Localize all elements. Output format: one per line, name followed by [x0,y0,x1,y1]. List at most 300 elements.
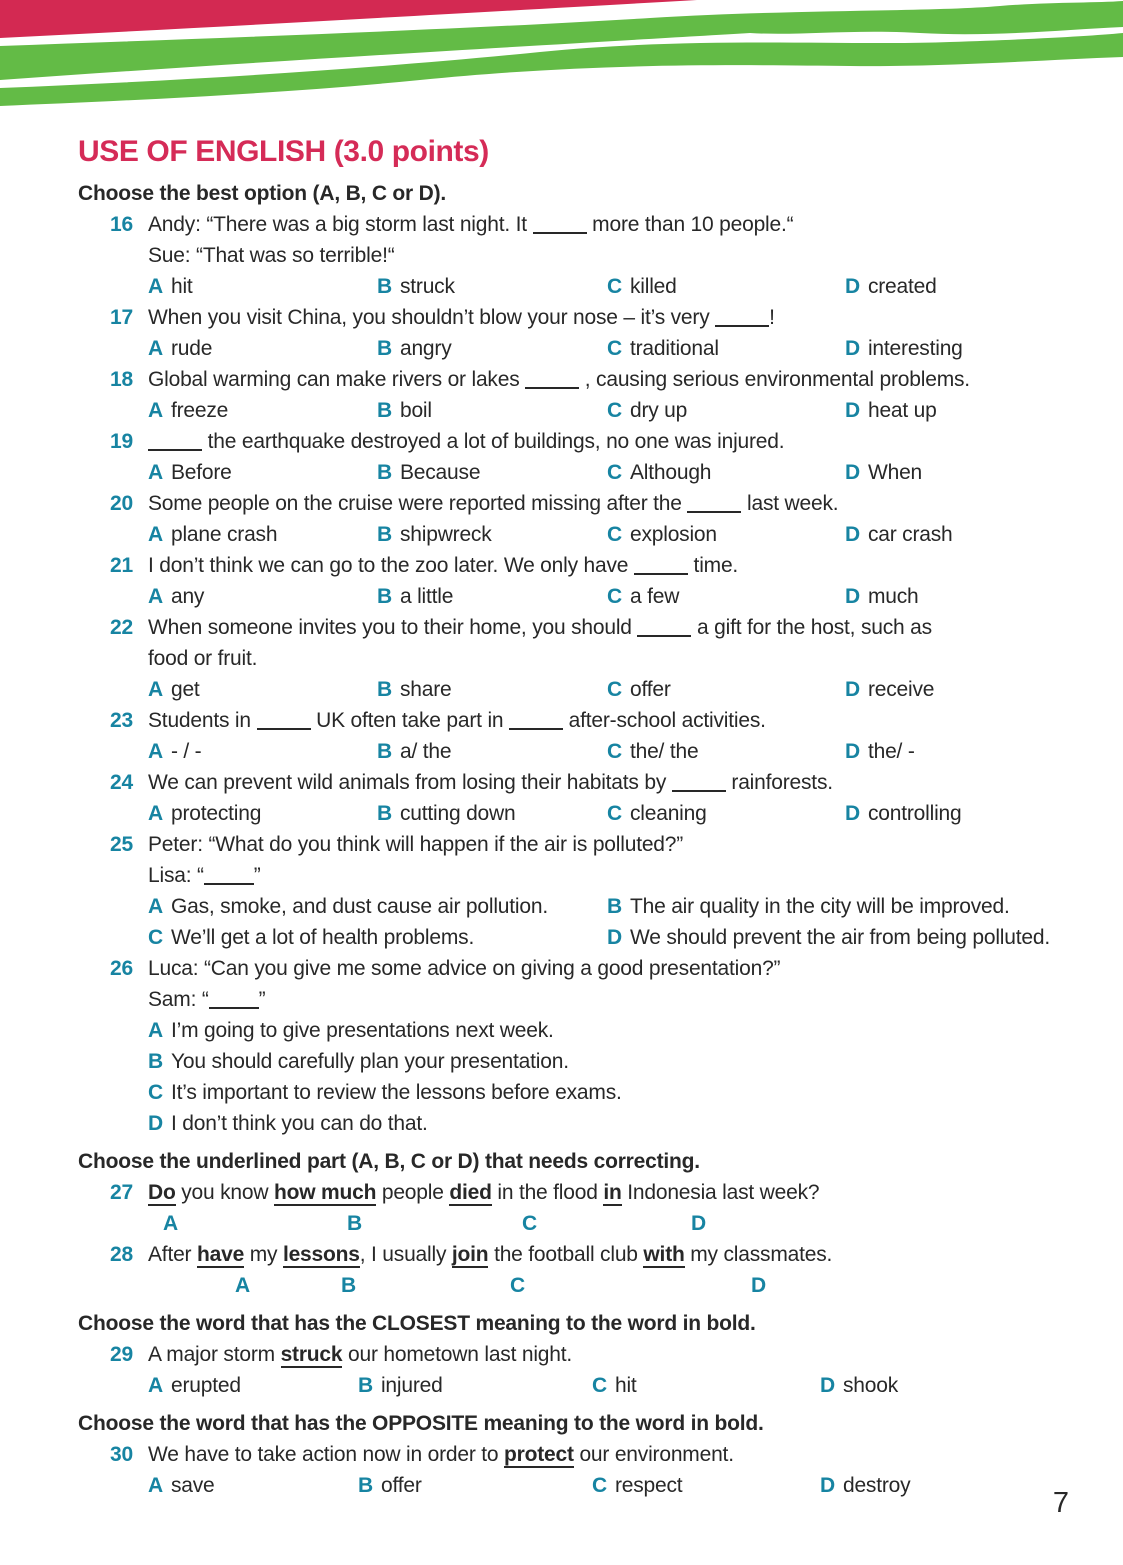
option-letter: B [377,585,392,608]
option-letter: A [148,678,163,701]
question-body [148,550,1088,612]
question-stem-line [148,426,1088,457]
option-a [148,519,277,550]
question-body [148,953,1088,1139]
options-row [148,1370,1088,1401]
option-d [845,798,962,829]
stem-text: , causing serious environmental problems. [579,368,970,391]
question-number: 17 [110,306,133,329]
option-text: the/ the [629,740,699,763]
question-number: 18 [110,368,133,391]
option-b [377,519,492,550]
option-text: get [170,678,200,701]
option-c [607,519,717,550]
option-b [377,581,453,612]
option-c [607,395,687,426]
question-blocks [78,178,1088,1501]
option-d [845,674,934,705]
stem-text: We have to take action now in order to [148,1443,505,1466]
option-letter: D [820,1374,835,1397]
option-letter: C [148,926,163,949]
option-letter: C [592,1374,607,1397]
option-letter: B [377,802,392,825]
option-c [148,1077,1088,1108]
option-text: interesting [867,337,963,360]
option-letter: C [607,740,622,763]
marker-letter-d: D [751,1274,766,1297]
stem-text: Global warming can make rivers or lakes [148,368,526,391]
option-c [607,457,711,488]
question-number: 29 [110,1343,133,1366]
question-25 [78,829,1088,953]
underlined-word: in [603,1181,622,1204]
question-body [148,364,1088,426]
underlined-word: struck [280,1343,343,1366]
option-letter: C [148,1081,163,1104]
stem-text: a gift for the host, such as [691,616,932,639]
stem-text: Students in [148,709,257,732]
option-text: You should carefully plan your presentation. [170,1050,569,1073]
underlined-word: with [643,1243,685,1266]
options-row [148,519,1088,550]
option-d [820,1370,898,1401]
option-letter: B [607,895,622,918]
option-text: angry [399,337,452,360]
option-text: We should prevent the air from being polluted. [629,926,1050,949]
stem-text: people [376,1181,450,1204]
option-d [845,333,963,364]
option-d [845,395,937,426]
option-letter: C [607,678,622,701]
options-row [148,922,1088,953]
option-letter: C [592,1474,607,1497]
marker-letter-a: A [163,1212,178,1235]
question-stem-line [148,860,1088,891]
stem-text: Sam: “ [148,988,209,1011]
option-letter: B [377,275,392,298]
option-text: killed [629,275,677,298]
option-letter: C [607,275,622,298]
option-text: I’m going to give presentations next week. [170,1019,554,1042]
section-instruction: Choose the word that has the OPPOSITE meaning to the word in bold. [78,1412,764,1435]
option-b [377,457,480,488]
option-text: shipwreck [399,523,492,546]
option-b [377,395,432,426]
option-d [845,519,953,550]
option-letter: D [845,678,860,701]
option-text: erupted [170,1374,241,1397]
option-text: the/ - [867,740,915,763]
option-letter: B [377,678,392,701]
blank-line [257,716,311,730]
underlined-word: lessons [282,1243,360,1266]
underlined-word: join [451,1243,489,1266]
blank-line [525,375,579,389]
stem-text: my classmates. [684,1243,833,1266]
stem-text: A major storm [148,1343,281,1366]
question-stem-line [148,612,1088,643]
question-20 [78,488,1088,550]
question-28 [78,1239,1088,1301]
stem-text: food or fruit. [148,647,258,670]
option-letter: B [377,337,392,360]
option-letter: D [845,740,860,763]
option-a [148,1370,241,1401]
option-text: Although [629,461,712,484]
option-text: explosion [629,523,717,546]
marker-letter-c: C [522,1212,537,1235]
option-a [148,271,193,302]
option-letter: A [148,523,163,546]
option-text: boil [399,399,432,422]
question-number: 28 [110,1243,133,1266]
question-body [148,612,1088,705]
stem-text: ” [253,864,261,887]
option-text: hit [614,1374,637,1397]
stem-text: our hometown last night. [342,1343,573,1366]
option-letter: B [358,1374,373,1397]
stem-text: time. [687,554,739,577]
option-text: heat up [867,399,937,422]
question-22 [78,612,1088,705]
option-b [607,891,1010,922]
option-b [358,1370,443,1401]
blank-line [533,220,587,234]
option-b [358,1470,422,1501]
option-text: freeze [170,399,229,422]
question-body [148,1339,1088,1401]
option-letter: B [377,523,392,546]
question-number: 23 [110,709,133,732]
stem-text: more than 10 people.“ [586,213,794,236]
stem-text: We can prevent wild animals from losing their habitats by [148,771,672,794]
option-text: share [399,678,452,701]
option-text: It’s important to review the lessons before exams. [170,1081,622,1104]
options-row [148,457,1088,488]
blank-line [687,499,741,513]
option-text: struck [399,275,455,298]
option-d [820,1470,910,1501]
marker-letter-b: B [341,1274,356,1297]
options-row [148,1470,1088,1501]
option-letter: C [607,337,622,360]
stem-text: last week. [741,492,839,515]
question-body [148,488,1088,550]
question-26 [78,953,1088,1139]
option-c [607,271,677,302]
option-text: cutting down [399,802,516,825]
question-body [148,1177,1088,1239]
option-a [148,581,204,612]
question-number: 26 [110,957,133,980]
question-27 [78,1177,1088,1239]
underlined-word: how much [273,1181,377,1204]
option-text: cleaning [629,802,707,825]
option-c [148,922,474,953]
option-letter: B [358,1474,373,1497]
question-number: 21 [110,554,133,577]
question-stem-line [148,829,1088,860]
blank-line [509,716,563,730]
option-c [607,674,671,705]
stem-text: UK often take part in [310,709,510,732]
option-letter: A [148,802,163,825]
stem-text: ! [769,306,775,329]
option-text: injured [380,1374,443,1397]
option-text: When [867,461,923,484]
option-letter: D [845,461,860,484]
question-body [148,705,1088,767]
question-stem-line [148,1177,1088,1208]
option-a [148,798,261,829]
option-c [607,333,719,364]
option-b [377,736,451,767]
options-row [148,798,1088,829]
options-row [148,891,1088,922]
question-number: 24 [110,771,133,794]
marker-letter-d: D [691,1212,706,1235]
option-text: Before [170,461,232,484]
option-text: a/ the [399,740,452,763]
option-text: hit [170,275,193,298]
options-row [148,581,1088,612]
blank-line [672,778,726,792]
option-text: Because [399,461,481,484]
option-c [607,736,698,767]
question-16 [78,209,1088,302]
option-d [845,581,919,612]
option-letter: A [148,337,163,360]
option-letter: A [148,399,163,422]
header-graphic [0,0,1123,132]
section-instruction: Choose the word that has the CLOSEST meaning to the word in bold. [78,1312,756,1335]
option-a [148,395,228,426]
option-text: We’ll get a lot of health problems. [170,926,475,949]
option-letter: C [607,802,622,825]
option-letter: D [845,337,860,360]
section-instruction: Choose the underlined part (A, B, C or D) that needs correcting. [78,1150,700,1173]
option-a [148,674,200,705]
option-letter: D [845,802,860,825]
option-a [148,736,201,767]
question-number: 22 [110,616,133,639]
stem-text: the earthquake destroyed a lot of buildings, no one was injured. [202,430,785,453]
option-text: save [170,1474,215,1497]
option-text: I don’t think you can do that. [170,1112,428,1135]
options-row [148,395,1088,426]
option-letter: D [845,399,860,422]
option-text: respect [614,1474,683,1497]
stem-text: Andy: “There was a big storm last night. It [148,213,533,236]
option-a [148,891,548,922]
question-stem-line [148,550,1088,581]
question-body [148,209,1088,302]
option-text: receive [867,678,935,701]
question-18 [78,364,1088,426]
stem-text: in the flood [491,1181,604,1204]
option-letter: D [148,1112,163,1135]
option-text: Gas, smoke, and dust cause air pollution. [170,895,548,918]
options-row [148,736,1088,767]
question-body [148,426,1088,488]
question-21 [78,550,1088,612]
option-letter: B [148,1050,163,1073]
question-24 [78,767,1088,829]
option-a [148,1470,215,1501]
option-d [607,922,1050,953]
option-d [845,457,922,488]
option-b [377,798,515,829]
option-text: rude [170,337,213,360]
option-text: dry up [629,399,688,422]
option-c [607,798,707,829]
option-letter: B [377,461,392,484]
option-text: car crash [867,523,953,546]
question-number: 20 [110,492,133,515]
option-letter: A [148,1374,163,1397]
question-stem-line [148,488,1088,519]
option-text: offer [380,1474,422,1497]
stem-text: the football club [488,1243,644,1266]
option-c [592,1370,637,1401]
option-text: protecting [170,802,262,825]
section-instruction: Choose the best option (A, B, C or D). [78,182,447,205]
page-number: 7 [1052,1487,1069,1519]
stem-text: Peter: “What do you think will happen if the air is polluted?” [148,833,684,856]
option-text: - / - [170,740,202,763]
stem-text: Sue: “That was so terrible!“ [148,244,395,267]
question-29 [78,1339,1088,1401]
option-letter: A [148,1474,163,1497]
underlined-word: died [449,1181,492,1204]
question-stem-line [148,643,1088,674]
option-text: any [170,585,205,608]
option-d [845,736,915,767]
marker-letter-a: A [235,1274,250,1297]
stem-text: you know [175,1181,274,1204]
question-number: 19 [110,430,133,453]
answer-marker-row [148,1270,1088,1301]
options-row [148,333,1088,364]
option-text: offer [629,678,671,701]
option-c [607,581,679,612]
question-stem-line [148,1239,1088,1270]
blank-line [209,995,259,1009]
stem-text: I don’t think we can go to the zoo later. We only have [148,554,634,577]
option-letter: A [148,461,163,484]
option-letter: A [148,740,163,763]
question-stem-line [148,302,1088,333]
option-text: much [867,585,919,608]
stem-text: Luca: “Can you give me some advice on giving a good presentation?” [148,957,781,980]
question-30 [78,1439,1088,1501]
stem-text: When someone invites you to their home, you should [148,616,638,639]
question-body [148,302,1088,364]
answer-marker-row [148,1208,1088,1239]
question-number: 25 [110,833,133,856]
question-number: 30 [110,1443,133,1466]
option-text: plane crash [170,523,278,546]
question-stem-line [148,1439,1088,1470]
page-title: USE OF ENGLISH (3.0 points) [78,135,489,168]
question-stem-line [148,984,1088,1015]
option-a [148,457,232,488]
stem-text: after-school activities. [563,709,766,732]
option-letter: C [607,461,622,484]
blank-line [715,313,769,327]
question-body [148,767,1088,829]
underlined-word: protect [504,1443,574,1466]
blank-line [637,623,691,637]
option-d [845,271,937,302]
underlined-word: have [196,1243,245,1266]
option-letter: B [377,740,392,763]
option-letter: D [607,926,622,949]
question-stem-line [148,705,1088,736]
option-letter: A [148,1019,163,1042]
stem-text: my [244,1243,283,1266]
option-c [592,1470,682,1501]
option-text: created [867,275,937,298]
option-letter: C [607,585,622,608]
blank-line [204,871,254,885]
exam-content [78,133,1088,1501]
stem-text: , I usually [359,1243,452,1266]
question-17 [78,302,1088,364]
stem-text: Indonesia last week? [621,1181,820,1204]
option-letter: D [845,523,860,546]
question-stem-line [148,364,1088,395]
option-letter: B [377,399,392,422]
option-text: traditional [629,337,719,360]
option-a [148,1015,1088,1046]
stem-text: When you visit China, you shouldn’t blow your nose – it’s very [148,306,716,329]
option-d [148,1108,1088,1139]
option-letter: C [607,399,622,422]
stem-text: Some people on the cruise were reported missing after the [148,492,688,515]
question-stem-line [148,953,1088,984]
option-text: a few [629,585,680,608]
option-b [377,271,455,302]
option-letter: A [148,895,163,918]
question-23 [78,705,1088,767]
option-letter: D [845,585,860,608]
question-body [148,829,1088,953]
stem-text: After [148,1243,197,1266]
question-number: 16 [110,213,133,236]
option-letter: D [845,275,860,298]
blank-line [634,561,688,575]
option-b [148,1046,1088,1077]
question-stem-line [148,767,1088,798]
question-number: 27 [110,1181,133,1204]
option-text: The air quality in the city will be improved. [629,895,1010,918]
stem-text: rainforests. [725,771,833,794]
options-row [148,674,1088,705]
question-stem-line [148,1339,1088,1370]
option-letter: A [148,275,163,298]
option-letter: D [820,1474,835,1497]
underlined-word: Do [148,1181,176,1204]
question-body [148,1239,1088,1301]
options-row [148,271,1088,302]
marker-letter-c: C [510,1274,525,1297]
option-b [377,333,452,364]
marker-letter-b: B [347,1212,362,1235]
question-stem-line [148,209,1088,240]
option-letter: A [148,585,163,608]
question-body [148,1439,1088,1501]
